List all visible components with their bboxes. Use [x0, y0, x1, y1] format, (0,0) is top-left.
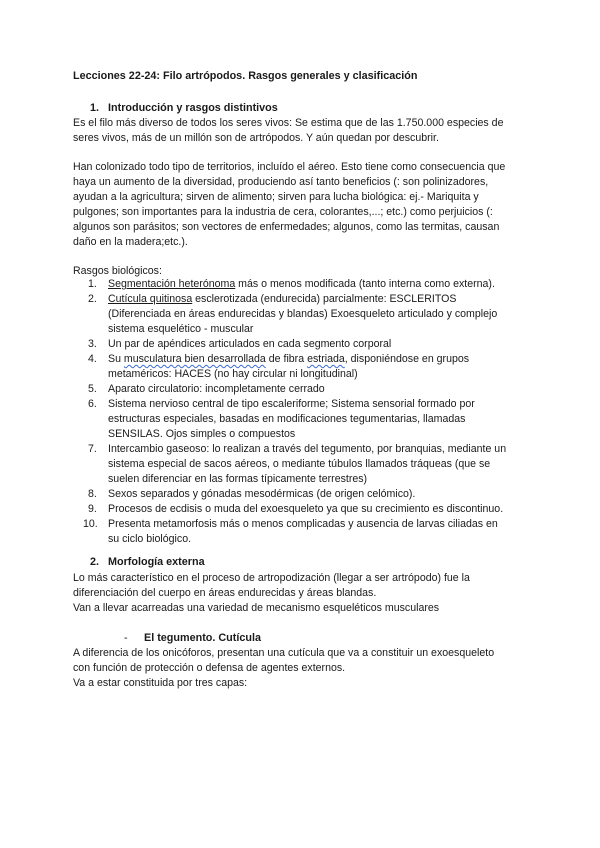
underlined-term: musculatura bien desarrollada — [123, 353, 266, 365]
list-number: 7. — [88, 443, 97, 455]
list-line — [108, 277, 530, 292]
text-run: esclerotizada (endurecida) parcialmente: ESCLERITOS — [192, 293, 457, 305]
list-number: 10. — [83, 518, 98, 530]
list-number: 9. — [88, 503, 97, 515]
list-number: 1. — [88, 278, 97, 290]
paragraph-line: diferenciación del cuerpo en áreas endurecidas y áreas blandas. — [73, 587, 377, 599]
section-title: Introducción y rasgos distintivos — [108, 102, 278, 114]
list-line: suelen diferenciar en las formas típicamente terrestres) — [108, 473, 368, 485]
paragraph-line: ayudan a la agricultura; sirven de alimento; sirven para lucha biológica: ej.- Mariquita y — [73, 191, 479, 203]
list-line — [108, 352, 530, 367]
paragraph-line: A diferencia de los onicóforos, presentan una cutícula que va a constituir un exoesqueleto — [73, 647, 495, 659]
list-item — [90, 277, 530, 292]
list-line: Un par de apéndices articulados en cada segmento corporal — [108, 338, 392, 350]
bullet-dash: - — [124, 632, 128, 644]
section-title: Morfología externa — [108, 556, 205, 568]
underlined-term: estriada — [307, 353, 345, 365]
list-line: metaméricos: HACES (no hay circular ni longitudinal) — [108, 368, 358, 380]
list-number: 4. — [88, 353, 97, 365]
list-line: Sistema nervioso central de tipo escaleriforme; Sistema sensorial formado por — [108, 398, 475, 410]
list-item — [83, 517, 530, 547]
list-item — [90, 352, 530, 382]
colonization-paragraph — [73, 160, 533, 250]
document-title: Lecciones 22-24: Filo artrópodos. Rasgos generales y clasificación — [73, 70, 418, 82]
list-line: Intercambio gaseoso: lo realizan a través del tegumento, por branquias, mediante un — [108, 443, 507, 455]
list-line: Procesos de ecdisis o muda del exoesqueleto ya que su crecimiento es discontinuo. — [108, 503, 504, 515]
paragraph-line: pulgones; son importantes para la industria de cera, colorantes,...; etc.) como perjuicios (: — [73, 206, 493, 218]
text-run: de fibra — [265, 353, 308, 365]
text-run: Su — [108, 353, 124, 365]
paragraph-line: con función de protección o defensa de agentes externos. — [73, 662, 346, 674]
list-item — [90, 337, 530, 352]
paragraph-line: Es el filo más diverso de todos los seres vivos: Se estima que de las 1.750.000 especies de — [73, 117, 504, 129]
traits-label-text: Rasgos biológicos: — [73, 265, 162, 277]
list-item — [90, 397, 530, 442]
underlined-term: Cutícula quitinosa — [108, 293, 193, 305]
section-number: 2. — [90, 556, 100, 568]
list-item — [90, 292, 530, 337]
paragraph-line: haya un aumento de la diversidad, produciendo así tanto beneficios (: son polinizadores, — [73, 176, 489, 188]
section-heading-morfologia — [90, 555, 205, 570]
paragraph-line: daño en la madera;etc.). — [73, 236, 188, 248]
tegument-paragraph — [73, 646, 533, 691]
list-number: 8. — [88, 488, 97, 500]
list-line: Aparato circulatorio: incompletamente cerrado — [108, 383, 325, 395]
paragraph-line: Lo más característico en el proceso de artropodización (llegar a ser artrópodo) fue la — [73, 572, 470, 584]
paragraph-line: seres vivos, más de un millón son de artrópodos. Y aún quedan por descubrir. — [73, 132, 439, 144]
list-item — [90, 502, 530, 517]
list-item — [90, 442, 530, 487]
list-line: sistema especial de sacos aéreos, o mediante túbulos llamados tráqueas (que se — [108, 458, 491, 470]
paragraph-line: Van a llevar acarreadas una variedad de mecanismo esqueléticos musculares — [73, 602, 440, 614]
intro-paragraph — [73, 116, 533, 146]
list-item — [90, 382, 530, 397]
list-number: 6. — [88, 398, 97, 410]
text-run: , disponiéndose en grupos — [344, 353, 470, 365]
section-number: 1. — [90, 102, 100, 114]
list-line: su ciclo biológico. — [108, 533, 192, 545]
list-line: Sexos separados y gónadas mesodérmicas (de origen celómico). — [108, 488, 416, 500]
text-run: más o menos modificada (tanto interna como externa). — [235, 278, 495, 290]
list-line — [108, 292, 530, 307]
section-heading-introduccion — [90, 101, 278, 116]
list-line: sistema esquelético - muscular — [108, 323, 254, 335]
paragraph-line: algunos son parásitos; son vectores de enfermedades; algunos, como las termitas, causan — [73, 221, 500, 233]
paragraph-line: Han colonizado todo tipo de territorios, incluído el aéreo. Esto tiene como consecuencia que — [73, 161, 506, 173]
list-line: SENSILAS. Ojos simples o compuestos — [108, 428, 296, 440]
morphology-paragraph — [73, 571, 533, 616]
list-number: 5. — [88, 383, 97, 395]
list-item — [90, 487, 530, 502]
paragraph-line: Va a estar constituida por tres capas: — [73, 677, 248, 689]
list-number: 2. — [88, 293, 97, 305]
traits-list — [83, 277, 530, 547]
underlined-term: Segmentación heterónoma — [108, 278, 236, 290]
list-number: 3. — [88, 338, 97, 350]
list-line: Presenta metamorfosis más o menos complicadas y ausencia de larvas ciliadas en — [108, 518, 498, 530]
subsection-title: El tegumento. Cutícula — [144, 632, 261, 644]
list-line: estructuras especiales, basadas en modificaciones tegumentarias, llamadas — [108, 413, 466, 425]
list-line: (Diferenciada en áreas endurecidas y blandas) Exoesqueleto articulado y complejo — [108, 308, 498, 320]
